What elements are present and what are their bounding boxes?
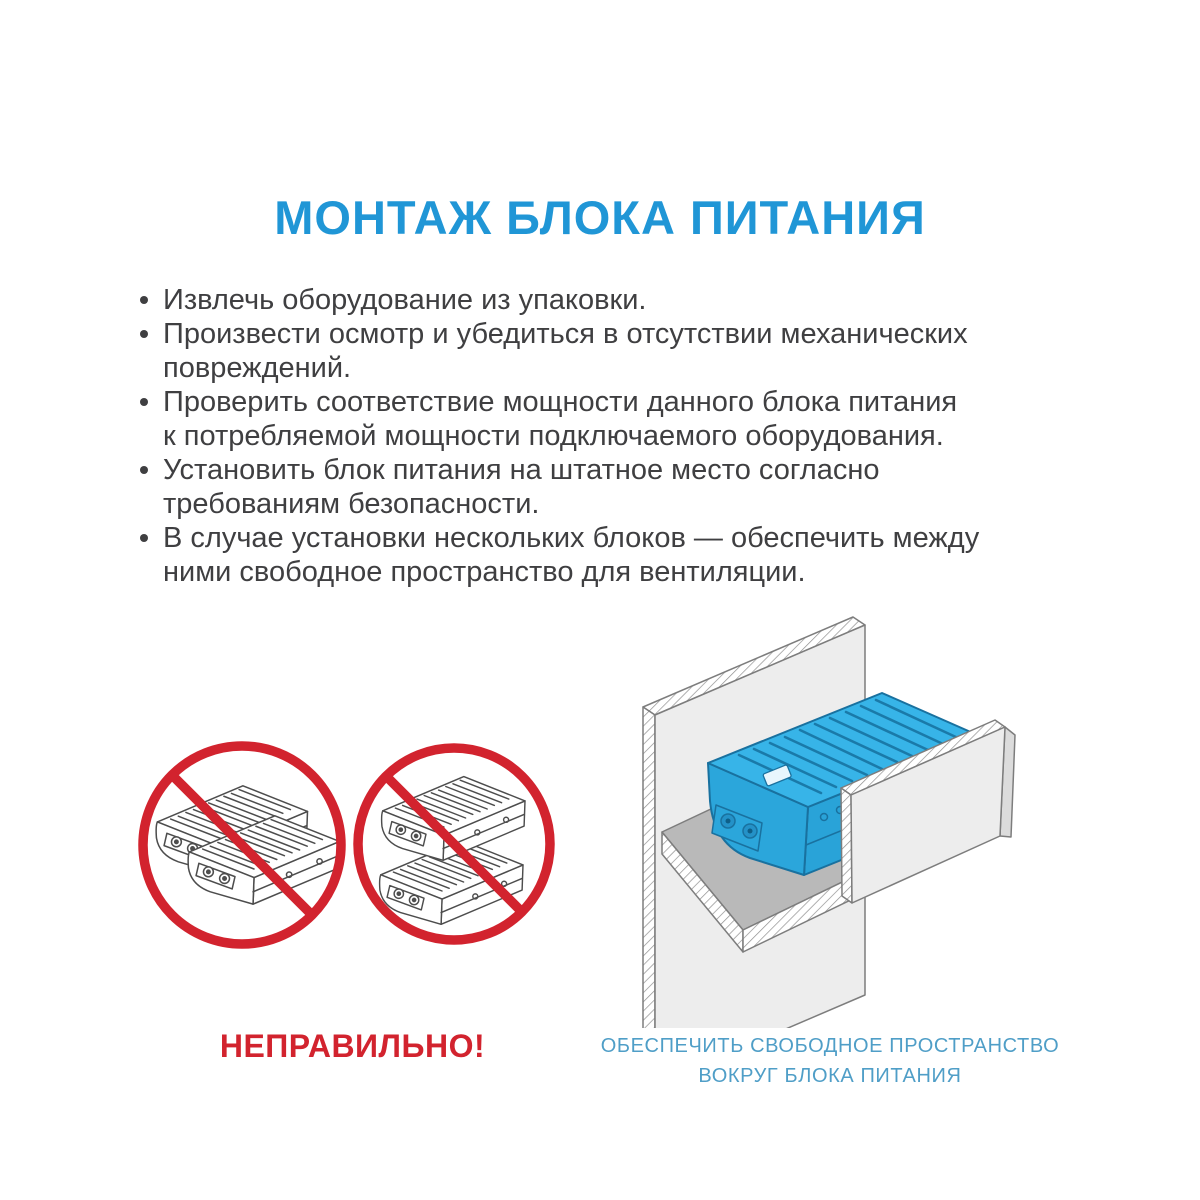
instruction-line: к потребляемой мощности подключаемого оборудования. [163, 420, 944, 452]
list-item [140, 283, 1060, 317]
list-item [140, 521, 1060, 589]
instruction-line: Установить блок питания на штатное место согласно [163, 454, 880, 486]
bullet-icon [140, 466, 148, 474]
caption-line: ОБЕСПЕЧИТЬ СВОБОДНОЕ ПРОСТРАНСТВО [600, 1035, 1060, 1057]
list-item [140, 453, 1060, 521]
prohibited-side-by-side-sign [143, 746, 341, 944]
caption-line: ВОКРУГ БЛОКА ПИТАНИЯ [698, 1065, 962, 1087]
instruction-line: ними свободное пространство для вентиляции. [163, 556, 806, 588]
clearance-illustration [628, 603, 1088, 1028]
instruction-line: повреждений. [163, 352, 352, 384]
instruction-line: Произвести осмотр и убедиться в отсутствии механических [163, 318, 968, 350]
clearance-caption [590, 1031, 1070, 1091]
instruction-line: Извлечь оборудование из упаковки. [163, 284, 647, 316]
instruction-line: В случае установки нескольких блоков — обеспечить между [163, 522, 980, 554]
prohibited-stacked-sign [358, 748, 550, 940]
page-title: МОНТАЖ БЛОКА ПИТАНИЯ [274, 191, 926, 245]
instruction-line: требованиям безопасности. [163, 488, 540, 520]
bullet-icon [140, 330, 148, 338]
list-item [140, 385, 1060, 453]
bullet-icon [140, 296, 148, 304]
list-item [140, 317, 1060, 385]
instruction-line: Проверить соответствие мощности данного блока питания [163, 386, 958, 418]
instruction-list [140, 283, 1060, 589]
bullet-icon [140, 398, 148, 406]
wrong-label: НЕПРАВИЛЬНО! [219, 1028, 486, 1064]
bullet-icon [140, 534, 148, 542]
prohibited-signs-figure [130, 733, 575, 958]
